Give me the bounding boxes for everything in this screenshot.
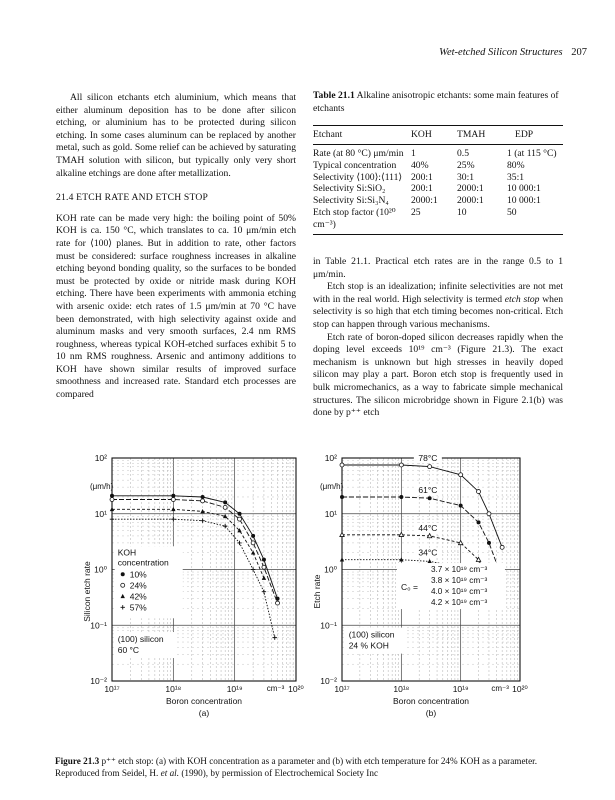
- annotation-text: (100) silicon: [348, 629, 395, 640]
- panel-label: (a): [198, 708, 210, 718]
- c0-value: 3.7 × 10¹⁹ cm⁻³: [430, 565, 488, 575]
- series-label: 44°C: [418, 522, 438, 533]
- y-axis-label: Silicon etch rate: [82, 561, 92, 622]
- x-tick-label: 10²⁰: [512, 684, 528, 694]
- table-cell: 25: [411, 207, 457, 234]
- table-cell: 2000:1: [411, 195, 438, 207]
- data-point: [110, 498, 114, 502]
- data-point: [262, 589, 266, 593]
- table-cell: 0.5: [457, 147, 469, 159]
- table-cell: Typical concentration: [313, 159, 397, 171]
- data-point: [276, 601, 280, 605]
- x-tick-label: 10²⁰: [288, 684, 304, 694]
- x-unit-label: cm⁻³: [491, 684, 509, 693]
- data-point: [477, 520, 481, 524]
- table-row: [313, 172, 563, 184]
- table-cell: 50: [507, 207, 563, 234]
- data-point: [340, 532, 344, 536]
- left-column: [56, 92, 296, 402]
- x-tick-label: 10¹⁷: [334, 684, 350, 694]
- figure-caption: [55, 755, 575, 779]
- legend-marker: [121, 572, 125, 576]
- text-run: when selectivity is so high that etch timing becomes non-critical. Etch stop can happen through various mechanisms.: [313, 293, 563, 330]
- data-point: [399, 532, 403, 536]
- table-cell: 200:1: [411, 171, 433, 183]
- table-cell: 10 000:1: [507, 195, 541, 207]
- data-point: [458, 541, 462, 545]
- figure-svg: [0, 445, 615, 755]
- table-cell: Selectivity ⟨100⟩:⟨111⟩: [313, 171, 403, 183]
- table-block: [313, 90, 563, 235]
- right-column: [313, 256, 563, 420]
- table-header-row: [313, 126, 563, 145]
- data-point: [459, 504, 463, 508]
- x-unit-label: cm⁻³: [266, 684, 285, 693]
- table-caption-text: Alkaline anisotropic etchants: some main features of etchants: [313, 90, 559, 114]
- annotation-text: (100) silicon: [117, 634, 164, 645]
- figure-21-3: [0, 445, 615, 755]
- table-header-cell: KOH: [411, 126, 457, 145]
- x-tick-label: 10¹⁹: [226, 684, 243, 694]
- paragraph: KOH rate can be made very high: the boiling point of 50% KOH is ca. 150 °C, which translates to ca. 10 μm/min etch rate for ⟨100⟩ planes. But in addition to rate, other factors must be considered: surface roughness increases in alkaline etching beyond bonding quality, so the surfaces to be bonded must be protected by oxide or nitride mask during KOH etching. There have been experiments with ammonia etching with arsenic oxide: etch rates of 1.5 μm/min at 70 °C have been demonstrated, with high selectivity against oxide and aluminum masks and very smooth surfaces, 2.4 nm RMS roughness, whereas typical KOH-etched surfaces exhibit 5 to 10 nm RMS roughness. Arsenic and antimony additions to KOH have shown similar results of improved surface smoothness and increased rate. Standard etch processes are compared: [56, 212, 296, 401]
- data-point: [487, 512, 491, 516]
- data-point: [399, 495, 403, 499]
- data-point: [262, 558, 266, 562]
- y-tick-label: 10¹: [94, 508, 107, 519]
- x-axis-label: Boron concentration: [165, 696, 243, 706]
- series-label: 78°C: [418, 452, 438, 463]
- figure-caption-etal: et al.: [160, 768, 180, 778]
- data-point: [200, 519, 204, 523]
- data-point: [427, 534, 431, 538]
- x-tick-label: 10¹⁸: [393, 684, 410, 694]
- data-point: [110, 517, 114, 521]
- data-point: [340, 495, 344, 499]
- table-cell: Rate (at 80 °C) μm/min: [313, 147, 404, 159]
- table-cell: 2000:1: [457, 183, 484, 195]
- y-axis-label: Etch rate: [312, 574, 322, 609]
- data-point: [273, 635, 277, 639]
- paragraph: [313, 281, 563, 331]
- data-point: [428, 465, 432, 469]
- data-point: [171, 517, 175, 521]
- y-tick-label: 10⁻¹: [320, 620, 337, 631]
- legend-marker: [121, 583, 125, 587]
- table-row: [313, 183, 563, 195]
- table-header-cell: TMAH: [457, 126, 507, 145]
- data-point: [238, 512, 242, 516]
- data-point: [171, 498, 175, 502]
- data-point: [223, 524, 227, 528]
- data-point: [477, 490, 481, 494]
- data-point: [237, 541, 241, 545]
- legend-title: KOH: [117, 547, 137, 558]
- data-point: [200, 509, 204, 513]
- c0-value: 3.8 × 10¹⁹ cm⁻³: [430, 576, 488, 586]
- paragraph: in Table 21.1. Practical etch rates are in the range 0.5 to 1 μm/min.: [313, 256, 563, 280]
- data-point: [201, 499, 205, 503]
- x-tick-label: 10¹⁹: [452, 684, 469, 694]
- table-label: Table 21.1: [313, 90, 355, 101]
- table-row: [313, 160, 563, 172]
- data-point: [262, 565, 266, 569]
- data-point: [399, 463, 403, 467]
- data-point: [500, 545, 504, 549]
- etchant-table: [313, 125, 563, 234]
- y-unit-label: (μm/h): [320, 482, 344, 492]
- x-tick-label: 10¹⁸: [165, 684, 182, 694]
- data-point: [487, 541, 491, 545]
- x-axis-label: Boron concentration: [392, 696, 470, 706]
- table-header-cell: Etchant: [313, 126, 411, 145]
- data-point: [201, 495, 205, 499]
- table-cell: 1: [411, 147, 416, 159]
- data-point: [251, 567, 255, 571]
- figure-caption-text-b: (1990), by permission of Electrochemical Society Inc: [181, 768, 379, 778]
- y-tick-label: 10⁰: [324, 564, 337, 575]
- table-row: [313, 207, 563, 234]
- paragraph: Etch rate of boron-doped silicon decreases rapidly when the doping level exceeds 10¹⁹ cm⁻³ (Figure 21.3). The exact mechanism is unknown but high stresses in heavily doped silicon may play a part. Boron etch stop is frequently used in bulk micromechanics, as a way to fabricate simple mechanical structures. The silicon microbridge shown in Figure 2.1(b) was done by p⁺⁺ etch: [313, 331, 563, 419]
- table-cell: 1 (at 115 °C): [507, 147, 557, 159]
- table-cell: 10 000:1: [507, 183, 541, 195]
- table-caption: [313, 90, 563, 115]
- data-point: [238, 517, 242, 521]
- y-tick-label: 10⁻¹: [90, 620, 107, 631]
- figure-label: Figure 21.3: [55, 756, 100, 766]
- c0-value: 4.2 × 10¹⁹ cm⁻³: [430, 598, 488, 608]
- text-run: Etch stop is an idealization; infinite selectivities are not met with in the real world. High selectivity is termed: [313, 281, 563, 305]
- running-title: Wet-etched Silicon Structures: [439, 47, 563, 58]
- y-tick-label: 10⁰: [94, 564, 107, 575]
- legend-entry: 42%: [129, 591, 147, 602]
- section-heading: 21.4 ETCH RATE AND ETCH STOP: [56, 192, 209, 204]
- legend-entry: 57%: [129, 602, 147, 613]
- table-cell: Etch stop factor (10²⁰ cm⁻³): [313, 207, 411, 234]
- page-number: 207: [571, 47, 587, 58]
- data-point: [427, 559, 431, 563]
- data-point: [340, 557, 344, 561]
- table-cell: 30:1: [457, 171, 475, 183]
- table-cell: 2000:1: [457, 195, 484, 207]
- legend-title: concentration: [117, 557, 169, 568]
- data-point: [223, 500, 227, 504]
- x-tick-label: 10¹⁷: [104, 684, 120, 694]
- y-tick-label: 10⁻²: [320, 676, 337, 686]
- panel-label: (b): [425, 708, 437, 718]
- term-etch-stop: etch stop: [504, 293, 540, 305]
- data-point: [428, 496, 432, 500]
- y-tick-label: 10²: [94, 453, 107, 463]
- series-label: 34°C: [418, 547, 438, 558]
- annotation-text: 24 % KOH: [348, 640, 389, 651]
- table-row: [313, 195, 563, 207]
- data-point: [459, 473, 463, 477]
- figure-caption-text-a: p⁺⁺ etch stop: (a) with KOH concentration as a parameter and (b) with etch temperature for 24% KOH as a parameter. Reproduced from Seidel, H.: [55, 756, 538, 778]
- table-cell: 10: [457, 207, 507, 234]
- data-point: [340, 463, 344, 467]
- data-point: [262, 576, 266, 580]
- table-cell: 25%: [457, 159, 475, 171]
- table-cell: Selectivity Si:SiO₂: [313, 183, 386, 195]
- y-unit-label: (μm/h): [90, 482, 114, 492]
- data-point: [251, 534, 255, 538]
- data-point: [251, 541, 255, 545]
- data-point: [223, 505, 227, 509]
- table-cell: 200:1: [411, 183, 433, 195]
- table-cell: 80%: [507, 159, 525, 171]
- table-cell: 35:1: [507, 171, 525, 183]
- paragraph: All silicon etchants etch aluminium, which means that either aluminum deposition has to be done after silicon etching, or aluminium has to be protected during silicon etching. In some cases aluminum can be replaced by another metal, such as gold. Some relief can be achieved by saturating TMAH solution with silicon, but typically only very short alkaline etchings are done after metallization.: [56, 92, 296, 179]
- y-tick-label: 10²: [324, 453, 337, 463]
- running-head: [439, 47, 587, 58]
- legend-entry: 24%: [129, 580, 147, 591]
- y-tick-label: 10⁻²: [90, 676, 107, 686]
- legend-entry: 10%: [129, 569, 147, 580]
- y-tick-label: 10¹: [324, 508, 337, 519]
- annotation-text: 60 °C: [117, 645, 140, 656]
- table-cell: 40%: [411, 159, 429, 171]
- series-label: 61°C: [418, 484, 438, 495]
- series-line: [342, 465, 502, 547]
- c0-label: C₀ =: [400, 582, 418, 593]
- table-cell: Selectivity Si:Si₃N₄: [313, 195, 389, 207]
- table-header-cell: EDP: [507, 126, 563, 145]
- table-row: [313, 144, 563, 159]
- c0-value: 4.0 × 10¹⁹ cm⁻³: [430, 587, 488, 597]
